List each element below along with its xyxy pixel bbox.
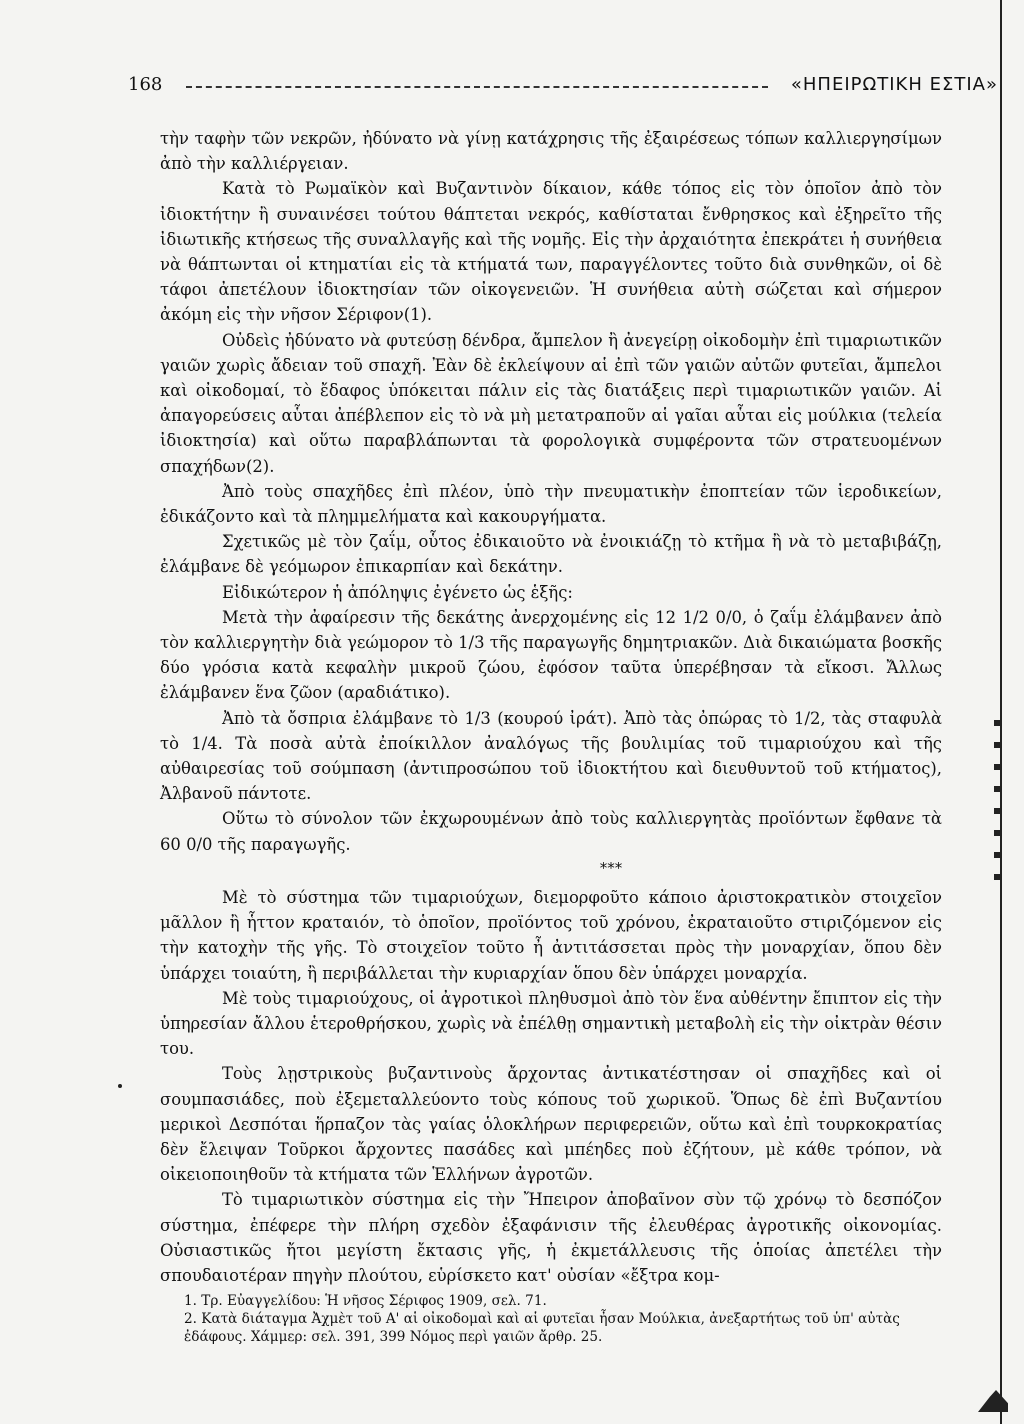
paragraph: Μὲ τοὺς τιμαριούχους, οἱ ἀγροτικοὶ πληθυσμοὶ ἀπὸ τὸν ἕνα αὐθέντην ἔπιπτον εἰς τὴν ὑπηρεσίαν ἄλλου ἑτεροθρήσκου, χωρὶς νὰ ἐπέλθῃ σημαντικὴ μεταβολὴ εἰς τὴν οἰκτρὰν θέσιν του. [160,988,942,1059]
paragraph: Τοὺς λῃστρικοὺς βυζαντινοὺς ἄρχοντας ἀντικατέστησαν οἱ σπαχῆδες καὶ οἱ σουμπασιάδες, ποὺ ἐξεμεταλλεύοντο τοὺς κόπους τοῦ χωρικοῦ. Ὅπως δὲ ἐπὶ Βυζαντίου μερικοὶ Δεσπόται ἥρπαζον τὰς γαίας ὁλοκλήρων περιφερειῶν, οὕτω καὶ ἐπὶ τουρκοκρατίας δὲν ἔλειψαν Τοῦρκοι ἄρχοντες πασάδες καὶ μπέηδες ποὺ ἐζήτουν, μὲ κάθε τρόπον, νὰ οἰκειοποιηθοῦν τὰ κτήματα τῶν Ἑλλήνων ἀγροτῶν. [160,1064,942,1185]
paragraph: τὴν ταφὴν τῶν νεκρῶν, ἠδύνατο νὰ γίνῃ κατάχρησις τῆς ἐξαιρέσεως τόπων καλλιεργησίμων ἀπὸ τὴν καλλιέργειαν. [160,129,942,174]
scan-corner-mark [978,1390,1008,1412]
paragraph: Σχετικῶς μὲ τὸν ζαΐμ, οὗτος ἐδικαιοῦτο νὰ ἐνοικιάζῃ τὸ κτῆμα ἢ νὰ τὸ μεταβιβάζῃ, ἐλάμβανε δὲ γεόμωρον ἐπικαρπίαν καὶ δεκάτην. [160,532,942,577]
paragraph: Τὸ τιμαριωτικὸν σύστημα εἰς τὴν Ἤπειρον ἀποβαῖνον σὺν τῷ χρόνῳ τὸ δεσπόζον σύστημα, ἐπέφερε τὴν πλήρη σχεδὸν ἐξαφάνισιν τῆς ἐλευθέρας ἀγροτικῆς οἰκονομίας. Οὐσιαστικῶς ἤτοι μεγίστη ἔκτασις γῆς, ἡ ἐκμετάλλευσις τῆς ὁποίας ἀπετέλει τὴν σπουδαιοτέραν πηγὴν πλούτου, εὑρίσκετο κατ' οὐσίαν «ἔξτρα κομ- [160,1190,942,1285]
page-number: 168 [128,74,163,95]
paragraph: Μετὰ τὴν ἀφαίρεσιν τῆς δεκάτης ἀνερχομένης εἰς 12 1/2 0/0, ὁ ζαΐμ ἐλάμβανεν ἀπὸ τὸν καλλιεργητὴν διὰ γεώμορον τὸ 1/3 τῆς παραγωγῆς δημητριακῶν. Διὰ δικαιώματα βοσκῆς δύο γρόσια κατὰ κεφαλὴν μικροῦ ζώου, ἐφόσον ταῦτα ὑπερέβησαν τὰ εἴκοσι. Ἄλλως ἐλάμβανεν ἕνα ζῶον (αραδιάτικο). [160,607,942,703]
section-separator: *** [599,858,623,877]
page-header [128,74,998,104]
margin-dot [118,1084,122,1088]
running-title: «ΗΠΕΙΡΩΤΙΚΗ ΕΣΤΙΑ» [790,74,998,95]
footnotes [184,1292,942,1346]
paragraph: Οὕτω τὸ σύνολον τῶν ἐκχωρουμένων ἀπὸ τοὺς καλλιεργητὰς προϊόντων ἔφθανε τὰ 60 0/0 τῆς παραγωγῆς. [160,809,942,854]
header-rule [186,86,768,88]
paragraph: Εἰδικώτερον ἡ ἀπόληψις ἐγένετο ὡς ἑξῆς: [222,582,573,602]
paragraph: Ἀπὸ τοὺς σπαχῆδες ἐπὶ πλέον, ὑπὸ τὴν πνευματικὴν ἐποπτείαν τῶν ἱεροδικείων, ἐδικάζοντο καὶ τὰ πλημμελήματα καὶ κακουργήματα. [160,481,942,527]
paragraph: Μὲ τὸ σύστημα τῶν τιμαριούχων, διεμορφοῦτο κάποιο ἀριστοκρατικὸν στοιχεῖον μᾶλλον ἢ ἧττον κραταιόν, τὸ ὁποῖον, προϊόντος τοῦ χρόνου, ἐκραταιοῦτο στιριζόμενον εἰς τὴν κατοχὴν τῆς γῆς. Τὸ στοιχεῖον τοῦτο ἦ ἀντιτάσσεται πρὸς τὴν μοναρχίαν, ὅπου δὲν ὑπάρχει τοιαύτη, ἢ περιβάλλεται τὴν κυριαρχίαν ὅπου δὲν ὑπάρχει μοναρχία. [160,887,942,983]
paragraph: Οὐδεὶς ἠδύνατο νὰ φυτεύσῃ δένδρα, ἄμπελον ἢ ἀνεγείρῃ οἰκοδομὴν ἐπὶ τιμαριωτικῶν γαιῶν χωρὶς ἄδειαν τοῦ σπαχῆ. Ἐὰν δὲ ἐκλείψουν αἱ ἐπὶ τῶν γαιῶν αὐτῶν φυτεῖαι, ἄμπελοι καὶ οἰκοδομαί, τὸ ἔδαφος ὑπόκειται πάλιν εἰς τὰς διατάξεις περὶ τιμαριωτικῶν γαιῶν. Αἱ ἀπαγορεύσεις αὗται ἀπέβλεπον εἰς τὸ νὰ μὴ μετατραποῦν αἱ γαῖαι αὗται εἰς μούλκια (τελεία ἰδιοκτησία) καὶ οὕτω παραβλάπωνται τὰ φορολογικὰ συμφέροντα τῶν στρατευομένων σπαχήδων(2). [160,330,942,476]
footnote: 2. Κατὰ διάταγμα Ἀχμὲτ τοῦ Α' αἱ οἰκοδομαὶ καὶ αἱ φυτεῖαι ἦσαν Μούλκια, ἀνεξαρτήτως τοῦ ὑπ' αὐτὰς ἐδάφους. Χάμμερ: σελ. 391, 399 Νόμος περὶ γαιῶν ἄρθρ. 25. [184,1311,900,1345]
scan-edge-line [1000,0,1002,1424]
footnote: 1. Τρ. Εὐαγγελίδου: Ἡ νῆσος Σέριφος 1909, σελ. 71. [184,1293,547,1309]
scan-edge-marks [994,720,1002,880]
paragraph: Ἀπὸ τὰ ὄσπρια ἐλάμβανε τὸ 1/3 (κουρού ἰράτ). Ἀπὸ τὰς ὀπώρας τὸ 1/2, τὰς σταφυλὰ τὸ 1/4. Τὰ ποσὰ αὐτὰ ἐποίκιλλον ἀναλόγως τῆς βουλιμίας τοῦ τιμαριούχου καὶ τῆς αὐθαιρεσίας τοῦ σούμπαση (ἀντιπροσώπου τοῦ ἰδιοκτήτου καὶ διευθυντοῦ τοῦ κτήματος), Ἀλβανοῦ πάντοτε. [160,708,942,804]
paragraph: Κατὰ τὸ Ρωμαϊκὸν καὶ Βυζαντινὸν δίκαιον, κάθε τόπος εἰς τὸν ὁποῖον ἀπὸ τὸν ἰδιοκτήτην ἢ συναινέσει τούτου θάπτεται νεκρός, καθίσταται ἔνθρησκος καὶ ἐξηρεῖτο τῆς ἰδιωτικῆς κτήσεως τῆς συναλλαγῆς καὶ τῆς νομῆς. Εἰς τὴν ἀρχαιότητα ἐπεκράτει ἡ συνήθεια νὰ θάπτωνται οἱ κτηματίαι εἰς τὰ κτήματά των, παραγγέλοντες τοῦτο διὰ συνθηκῶν, οἱ δὲ τάφοι ἀπετέλουν ἰδιοκτησίαν τῶν οἰκογενειῶν. Ἡ συνήθεια αὐτὴ σώζεται καὶ σήμερον ἀκόμη εἰς τὴν νῆσον Σέριφον(1). [160,179,942,325]
body-text [160,126,942,1288]
